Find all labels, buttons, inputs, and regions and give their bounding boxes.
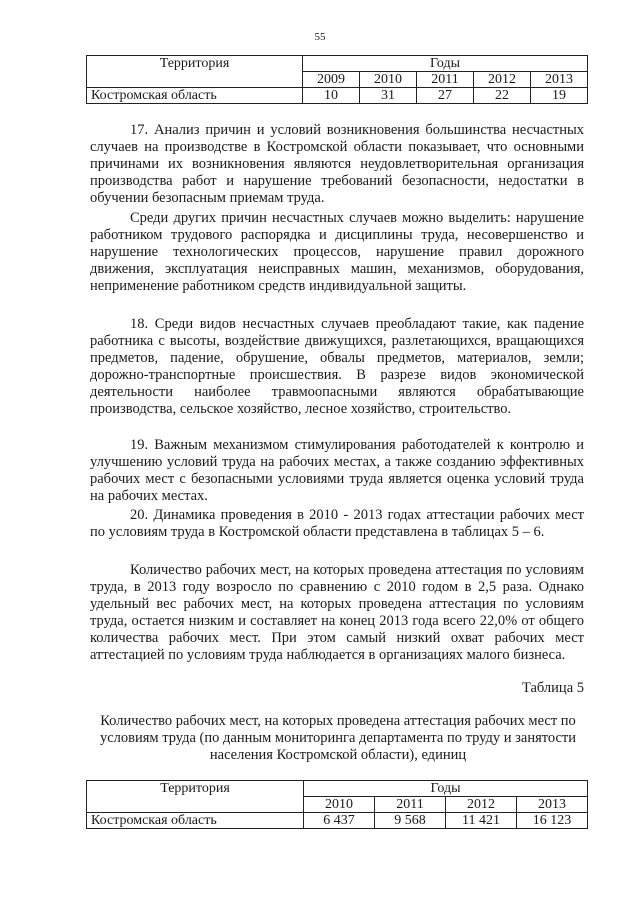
paragraph-18: 18. Среди видов несчастных случаев преобладают такие, как падение работника с высоты, воздействие движущихся, разлетающихся, вращающихся предметов, падение, обрушение, обвалы предметов, материалов, земли; дорожно-транспортные происшествия. В разрезе видов экономической деятельности наиболее травмоопасными являются обрабатывающие производства, сельское хозяйство, лесное хозяйство, строительство.	[90, 316, 584, 417]
year-cell: 2009	[303, 72, 360, 88]
year-cell: 2011	[417, 72, 474, 88]
paragraph-17: 17. Анализ причин и условий возникновения большинства несчастных случаев на производстве в Костромской области показывает, что основными причинами их возникновения являются неудовлетворительная организация производства работ и нарушение требований безопасности, недостатки в обучении безопасным приемам труда.	[90, 122, 584, 206]
value-cell: 22	[474, 88, 531, 104]
value-cell: 31	[360, 88, 417, 104]
table-caption: Количество рабочих мест, на которых проведена аттестация рабочих мест по условиям труда (по данным мониторинга департамента по труду и занятости населения Костромской области), единиц	[99, 713, 577, 763]
territory-header: Территория	[87, 56, 303, 88]
value-cell: 9 568	[375, 813, 446, 829]
attestation-table	[86, 780, 588, 829]
page-number: 55	[314, 31, 326, 43]
years-header: Годы	[304, 781, 588, 797]
table-row	[87, 88, 588, 104]
table-header-row	[87, 56, 588, 72]
territory-cell: Костромская область	[87, 813, 304, 829]
table-label: Таблица 5	[521, 680, 584, 696]
table-header-row	[87, 781, 588, 797]
year-cell: 2011	[375, 797, 446, 813]
year-cell: 2013	[531, 72, 588, 88]
value-cell: 6 437	[304, 813, 375, 829]
value-cell: 19	[531, 88, 588, 104]
accidents-table	[86, 55, 588, 104]
table-row	[87, 813, 588, 829]
value-cell: 11 421	[446, 813, 517, 829]
paragraph-causes: Среди других причин несчастных случаев можно выделить: нарушение работником трудового распорядка и дисциплины труда, несовершенство и нарушение технологических процессов, нарушение правил дорожного движения, эксплуатация неисправных машин, механизмов, оборудования, неприменение работником средств индивидуальной защиты.	[90, 210, 584, 294]
paragraph-19: 19. Важным механизмом стимулирования работодателей к контролю и улучшению условий труда на рабочих местах, а также созданию эффективных рабочих мест с безопасными условиями труда является оценка условий труда на рабочих местах.	[90, 437, 584, 504]
paragraph-workplaces: Количество рабочих мест, на которых проведена аттестация по условиям труда, в 2013 году возросло по сравнению с 2010 годом в 2,5 раза. Однако удельный вес рабочих мест, на которых проведена аттестация по условиям труда, остается низким и составляет на конец 2013 года всего 22,0% от общего количества рабочих мест. При этом самый низкий охват рабочих мест аттестацией по условиям труда наблюдается в организациях малого бизнеса.	[90, 562, 584, 663]
year-cell: 2013	[517, 797, 588, 813]
year-cell: 2012	[474, 72, 531, 88]
year-cell: 2012	[446, 797, 517, 813]
year-cell: 2010	[304, 797, 375, 813]
paragraph-20: 20. Динамика проведения в 2010 - 2013 годах аттестации рабочих мест по условиям труда в Костромской области представлена в таблицах 5 – 6.	[90, 507, 584, 540]
years-header: Годы	[303, 56, 588, 72]
value-cell: 10	[303, 88, 360, 104]
territory-cell: Костромская область	[87, 88, 303, 104]
territory-header: Территория	[87, 781, 304, 813]
year-cell: 2010	[360, 72, 417, 88]
value-cell: 16 123	[517, 813, 588, 829]
value-cell: 27	[417, 88, 474, 104]
